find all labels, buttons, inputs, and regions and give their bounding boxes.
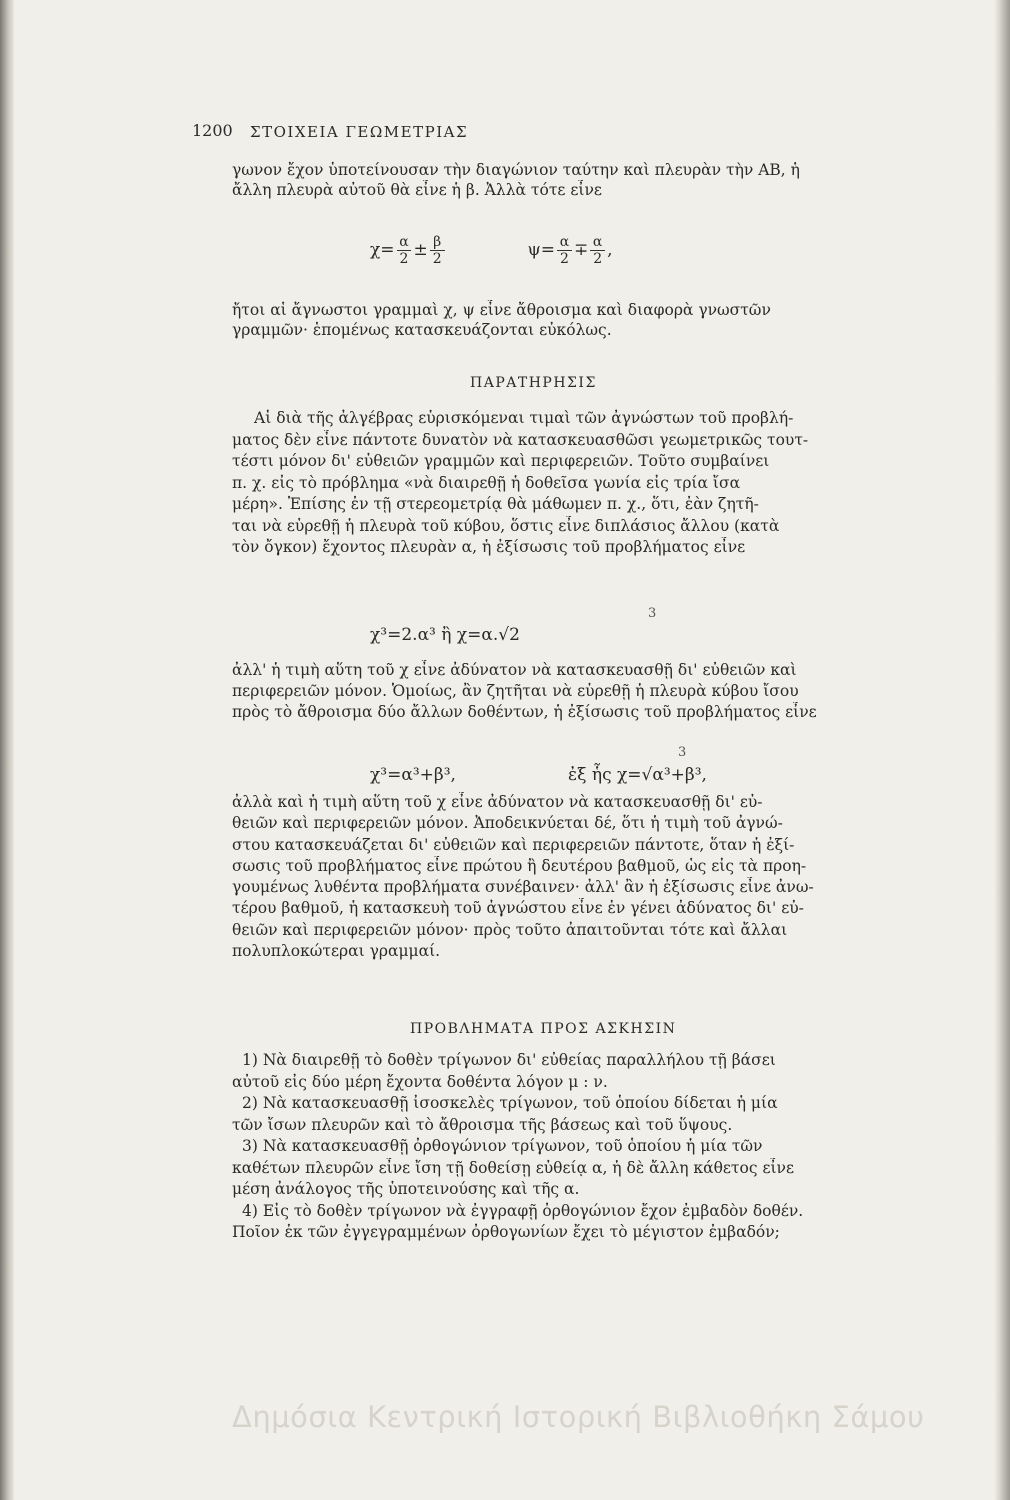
book-page <box>14 0 994 1500</box>
root-index: 3 <box>648 606 657 621</box>
intro-paragraph <box>232 160 937 200</box>
text-line: τῶν ἴσων πλευρῶν καὶ τὸ ἄθροισμα τῆς βάσεως καὶ τοῦ ὕψους. <box>232 1115 733 1134</box>
text-line: ἀλλὰ καὶ ἡ τιμὴ αὕτη τοῦ χ εἶνε ἀδύνατον νὰ κατασκευασθῇ δι' εὐ- <box>232 793 763 811</box>
problem-item: 1) Νὰ διαιρεθῇ τὸ δοθὲν τρίγωνον δι' εὐθείας παραλλήλου τῇ βάσει <box>242 1051 776 1069</box>
text-line: π. χ. εἰς τὸ πρόβλημα «νὰ διαιρεθῇ ἡ δοθεῖσα γωνία εἰς τρία ἴσα <box>232 473 741 492</box>
fraction: $\frac{\alpha}{2}$ <box>557 234 572 267</box>
text-line: αὐτοῦ εἰς δύο μέρη ἔχοντα δοθέντα λόγον μ : ν. <box>232 1072 608 1091</box>
page-edge-left <box>0 0 14 1500</box>
text-line: τέρου βαθμοῦ, ἡ κατασκευὴ τοῦ ἀγνώστου εἶνε ἐν γένει ἀδύνατος δι' εὐ- <box>232 899 804 918</box>
remark-heading: ΠΑΡΑΤΗΡΗΣΙΣ <box>470 375 597 391</box>
formula-lhs-psi: ψ= <box>527 240 556 260</box>
problem-item: 2) Νὰ κατασκευασθῇ ἰσοσκελὲς τρίγωνον, τοῦ ὁποίου δίδεται ἡ μία <box>242 1094 778 1112</box>
plus-minus-sign: ± <box>413 240 428 260</box>
text-line: καθέτων πλευρῶν εἶνε ἴση τῇ δοθείσῃ εὐθείᾳ α, ἡ δὲ ἄλλη κάθετος εἶνε <box>232 1158 795 1177</box>
text-line: ἤτοι αἱ ἄγνωστοι γραμμαὶ χ, ψ εἶνε ἄθροισμα καὶ διαφορὰ γνωστῶν <box>232 301 771 319</box>
library-watermark: Δημόσια Κεντρική Ιστορική Βιβλιοθήκη Σάμου <box>232 1400 925 1434</box>
text-line: γουμένως λυθέντα προβλήματα συνέβαινεν· ἀλλ' ἂν ἡ ἐξίσωσις εἶνε ἀνω- <box>232 878 814 897</box>
fraction: $\frac{\beta}{2}$ <box>430 234 445 267</box>
root-index: 3 <box>678 745 687 760</box>
text-line: ἄλλη πλευρὰ αὐτοῦ θὰ εἶνε ἡ β. Ἀλλὰ τότε εἶνε <box>232 181 602 199</box>
page-edge-right <box>994 0 1010 1500</box>
text-line: Ποῖον ἐκ τῶν ἐγγεγραμμένων ὀρθογωνίων ἔχει τὸ μέγιστον ἐμβαδόν; <box>232 1223 780 1241</box>
text-line: γραμμῶν· ἑπομένως κατασκευάζονται εὐκόλως. <box>232 321 612 339</box>
text-line: ματος δὲν εἶνε πάντοτε δυνατὸν νὰ κατασκευασθῶσι γεωμετρικῶς τουτ- <box>232 430 809 449</box>
formula-lhs-chi: χ= <box>370 240 395 260</box>
minus-plus-sign: ∓ <box>573 240 589 260</box>
text-line: Αἱ διὰ τῆς ἀλγέβρας εὑρισκόμεναι τιμαὶ τῶν ἀγνώστων τοῦ προβλή- <box>254 409 794 427</box>
fraction: $\frac{\alpha}{2}$ <box>397 234 412 267</box>
text-line: περιφερειῶν μόνον. Ὁμοίως, ἂν ζητῆται νὰ εὑρεθῇ ἡ πλευρὰ κύβου ἴσου <box>232 682 799 700</box>
formula-cube-duplication: χ³=2.α³ ἢ χ=α.√2 <box>370 625 520 645</box>
text-line: ἀλλ' ἡ τιμὴ αὕτη τοῦ χ εἶνε ἀδύνατον νὰ κατασκευασθῇ δι' εὐθειῶν καὶ <box>232 661 797 679</box>
text-line: θειῶν καὶ περιφερειῶν μόνον· πρὸς τοῦτο ἀπαιτοῦνται τότε καὶ ἄλλαι <box>232 920 788 939</box>
text-line: πολυπλοκώτεραι γραμμαί. <box>232 942 441 961</box>
paragraph <box>232 660 937 723</box>
formula-cube-sum-left: χ³=α³+β³, <box>370 765 456 785</box>
text-line: πρὸς τὸ ἄθροισμα δύο ἄλλων δοθέντων, ἡ ἐξίσωσις τοῦ προβλήματος εἶνε <box>232 703 817 721</box>
text-line: γωνον ἔχον ὑποτείνουσαν τὴν διαγώνιον ταύτην καὶ πλευρὰν τὴν ΑΒ, ἡ <box>232 161 800 179</box>
problems-list <box>232 1050 937 1244</box>
running-header: ΣΤΟΙΧΕΙΑ ΓΕΩΜΕΤΡΙΑΣ <box>250 123 469 141</box>
text-line: τὸν ὄγκον) ἔχοντος πλευρὰν α, ἡ ἐξίσωσις τοῦ προβλήματος εἶνε <box>232 538 746 556</box>
formula-sum-difference: χ= $\frac{\alpha}{2}$ ± $\frac{\beta}{2}$ ψ= $\frac{\alpha}{2}$ ∓ $\frac{\alpha}{2}$ , <box>370 234 613 267</box>
formula-cube-sum-right: ἐξ ἧς χ=√α³+β³, <box>568 765 707 785</box>
text-line: ται νὰ εὑρεθῇ ἡ πλευρὰ τοῦ κύβου, ὅστις εἶνε διπλάσιος ἄλλου (κατὰ <box>232 516 780 535</box>
page-number: 1200 <box>192 121 233 140</box>
text-line: μέρη». Ἐπίσης ἐν τῇ στερεομετρίᾳ θὰ μάθωμεν π. χ., ὅτι, ἐὰν ζητῆ- <box>232 495 759 513</box>
fraction: $\frac{\alpha}{2}$ <box>590 234 605 267</box>
problem-item: 4) Εἰς τὸ δοθὲν τρίγωνον νὰ ἐγγραφῇ ὀρθογώνιον ἔχον ἐμβαδὸν δοθέν. <box>242 1201 804 1220</box>
paragraph <box>232 300 937 340</box>
paragraph <box>232 792 937 962</box>
text-line: μέση ἀνάλογος τῆς ὑποτεινούσης καὶ τῆς α. <box>232 1180 580 1198</box>
text-line: θειῶν καὶ περιφερειῶν μόνον. Ἀποδεικνύεται δέ, ὅτι ἡ τιμὴ τοῦ ἀγνώ- <box>232 814 783 833</box>
problem-item: 3) Νὰ κατασκευασθῇ ὀρθογώνιον τρίγωνον, τοῦ ὁποίου ἡ μία τῶν <box>242 1137 763 1155</box>
text-line: στου κατασκευάζεται δι' εὐθειῶν καὶ περιφερειῶν πάντοτε, ὅταν ἡ ἐξί- <box>232 835 795 854</box>
text-line: τέστι μόνον δι' εὐθειῶν γραμμῶν καὶ περιφερειῶν. Τοῦτο συμβαίνει <box>232 452 770 470</box>
text-line: σωσις τοῦ προβλήματος εἶνε πρώτου ἢ δευτέρου βαθμοῦ, ὡς εἰς τὰ προη- <box>232 856 807 875</box>
problems-heading: ΠΡΟΒΛΗΜΑΤΑ ΠΡΟΣ ΑΣΚΗΣΙΝ <box>410 1021 677 1037</box>
remark-paragraph <box>232 408 937 559</box>
